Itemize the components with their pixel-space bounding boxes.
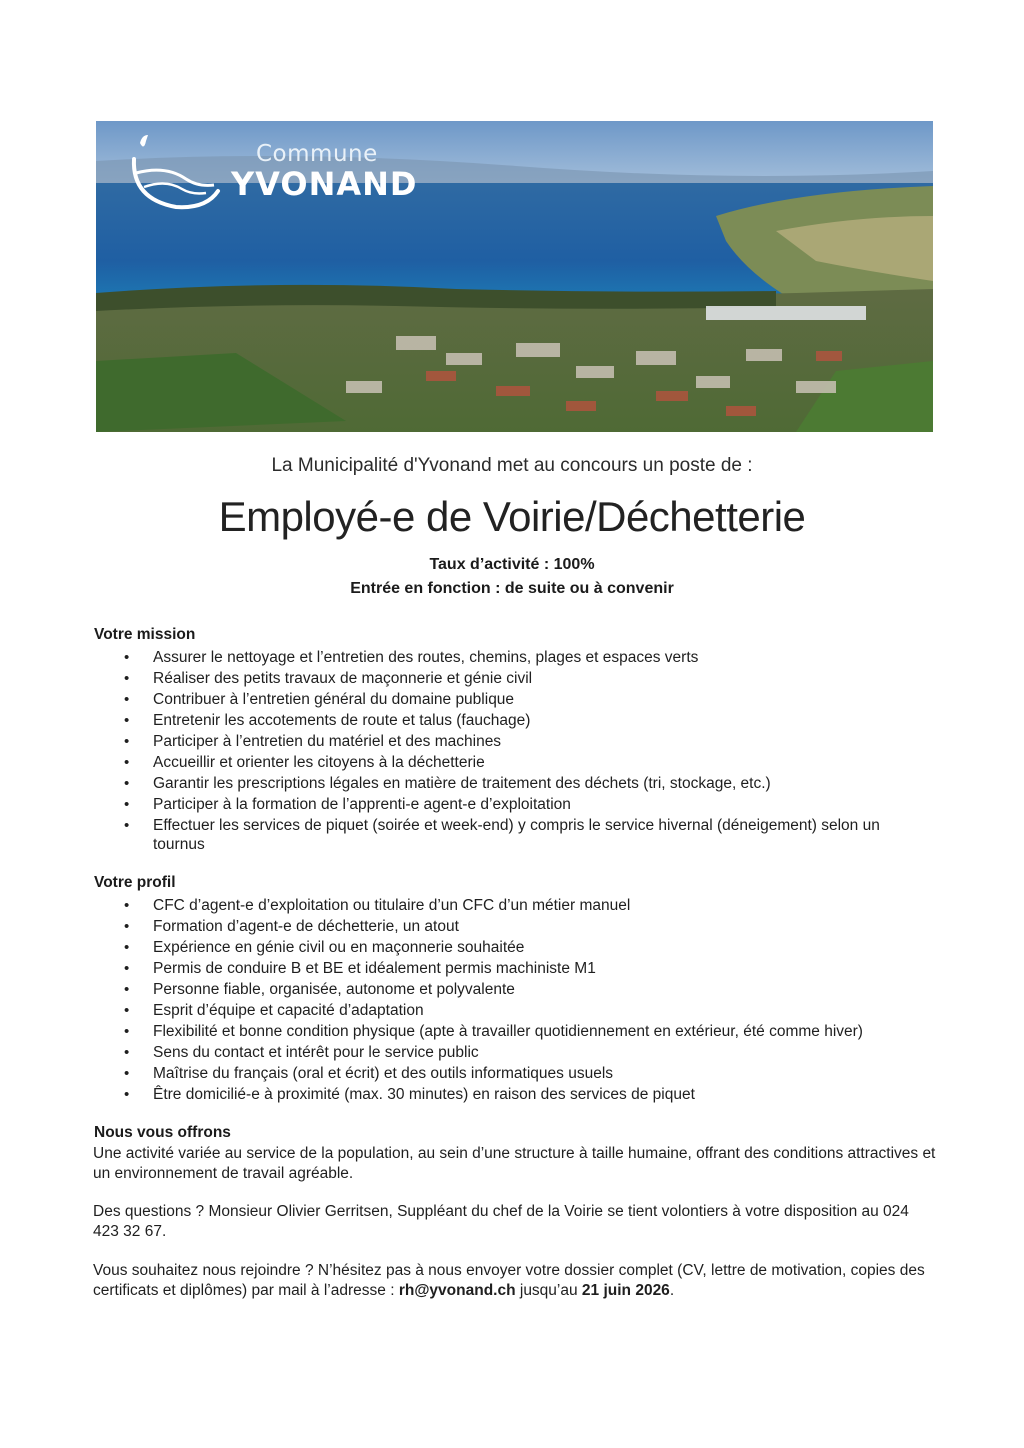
list-item: • Participer à la formation de l’apprenti-e agent-e d’exploitation [124, 796, 571, 813]
list-item: • Flexibilité et bonne condition physique (apte à travailler quotidiennement en extérieur, été comme hiver) [124, 1023, 863, 1040]
logo-text-commune: Commune [256, 141, 378, 167]
intro-text: La Municipalité d'Yvonand met au concours un poste de : [271, 455, 753, 476]
list-item: • Permis de conduire B et BE et idéalement permis machiniste M1 [124, 960, 596, 977]
list-item: • Personne fiable, organisée, autonome et polyvalente [124, 981, 515, 998]
start-date: Entrée en fonction : de suite ou à convenir [350, 580, 674, 597]
list-item: • Participer à l’entretien du matériel et des machines [124, 733, 502, 750]
logo-text-yvonand: YVONAND [231, 165, 418, 203]
list-item: • Garantir les prescriptions légales en matière de traitement des déchets (tri, stockage, etc.) [124, 775, 771, 792]
application-deadline: 21 juin 2026 [581, 1281, 670, 1299]
list-item: • Être domicilié-e à proximité (max. 30 minutes) en raison des services de piquet [124, 1086, 695, 1103]
list-item: • Assurer le nettoyage et l’entretien des routes, chemins, plages et espaces verts [124, 649, 699, 666]
header-banner-photo [96, 121, 933, 432]
list-item: • Esprit d’équipe et capacité d’adaptation [124, 1002, 424, 1019]
list-item: • Réaliser des petits travaux de maçonnerie et génie civil [124, 670, 533, 687]
list-item: • Maîtrise du français (oral et écrit) et des outils informatiques usuels [124, 1065, 614, 1082]
list-item: • CFC d’agent-e d’exploitation ou titulaire d’un CFC d’un métier manuel [124, 897, 631, 914]
list-item: • Sens du contact et intérêt pour le service public [124, 1044, 479, 1061]
offer-heading: Nous vous offrons [94, 1124, 231, 1141]
commune-logo [126, 129, 426, 219]
offer-text: Une activité variée au service de la population, au sein d’une structure à taille humaine, offrant des conditions attractives et un environnement de travail agréable. [93, 1145, 936, 1182]
list-item: • Effectuer les services de piquet (soirée et week-end) y compris le service hivernal (déneigement) selon un tournus [124, 817, 880, 853]
list-item: • Entretenir les accotements de route et talus (fauchage) [124, 712, 531, 729]
mission-heading: Votre mission [94, 626, 196, 643]
questions-text: Des questions ? Monsieur Olivier Gerritsen, Suppléant du chef de la Voirie se tient volontiers à votre disposition au 024 423 32 67. [93, 1203, 909, 1240]
job-title: Employé-e de Voirie/Déchetterie [218, 493, 806, 540]
contact-email[interactable]: rh@yvonand.ch [398, 1281, 516, 1299]
list-item: • Contribuer à l’entretien général du domaine publique [124, 691, 515, 708]
mission-list [94, 648, 934, 856]
list-item: • Formation d’agent-e de déchetterie, un atout [124, 918, 459, 935]
activity-rate: Taux d’activité : 100% [429, 556, 595, 573]
list-item: • Expérience en génie civil ou en maçonnerie souhaitée [124, 939, 525, 956]
profile-list [94, 896, 934, 1106]
apply-text: Vous souhaitez nous rejoindre ? N’hésitez pas à nous envoyer votre dossier complet (CV, lettre de motivation, copies des certificats et diplômes) par mail à l’adresse : rh@yvonand.ch jusqu’au 21 juin 2026. [93, 1262, 925, 1299]
profile-heading: Votre profil [94, 874, 176, 891]
list-item: • Accueillir et orienter les citoyens à la déchetterie [124, 754, 485, 771]
logo-wave-icon [126, 129, 226, 219]
